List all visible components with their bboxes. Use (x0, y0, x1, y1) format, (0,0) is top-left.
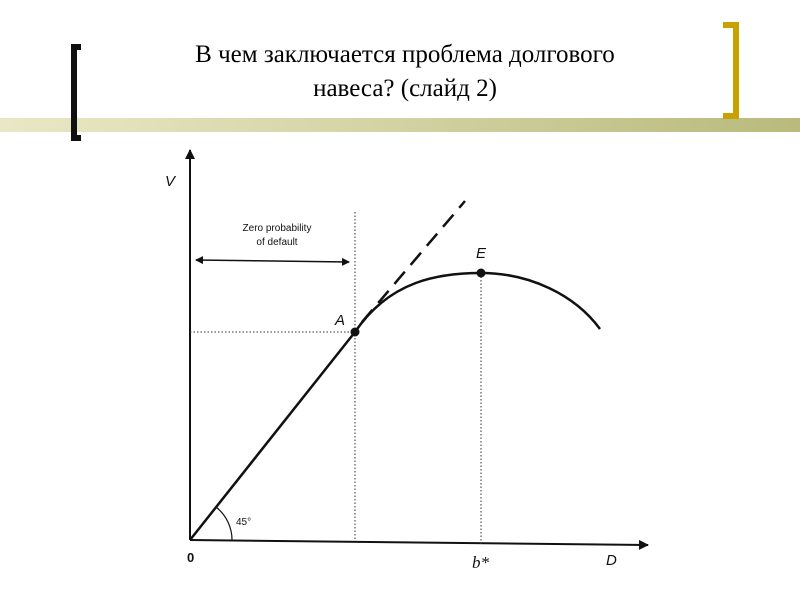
point-e (477, 269, 486, 278)
x-axis-label: D (606, 552, 617, 569)
b-star-label: b* (472, 553, 489, 572)
dashed-extension-line (362, 201, 465, 322)
angle-arc (216, 507, 232, 541)
angle-label: 45° (236, 517, 252, 528)
zone-range-arrow (196, 260, 349, 262)
slide-title-line-1: В чем заключается проблема долгового (195, 41, 615, 68)
zone-label-line-1: Zero probability (242, 223, 312, 234)
zone-label-line-2: of default (256, 237, 298, 248)
x-axis (190, 540, 648, 545)
point-a (351, 328, 360, 337)
debt-value-curve (355, 273, 600, 332)
slide-title-line-2: навеса? (слайд 2) (313, 75, 497, 102)
y-axis-label: V (165, 173, 176, 190)
forty-five-degree-line (190, 332, 355, 540)
origin-label: 0 (187, 550, 195, 565)
point-a-label: A (335, 312, 346, 329)
point-e-label: E (476, 245, 487, 262)
